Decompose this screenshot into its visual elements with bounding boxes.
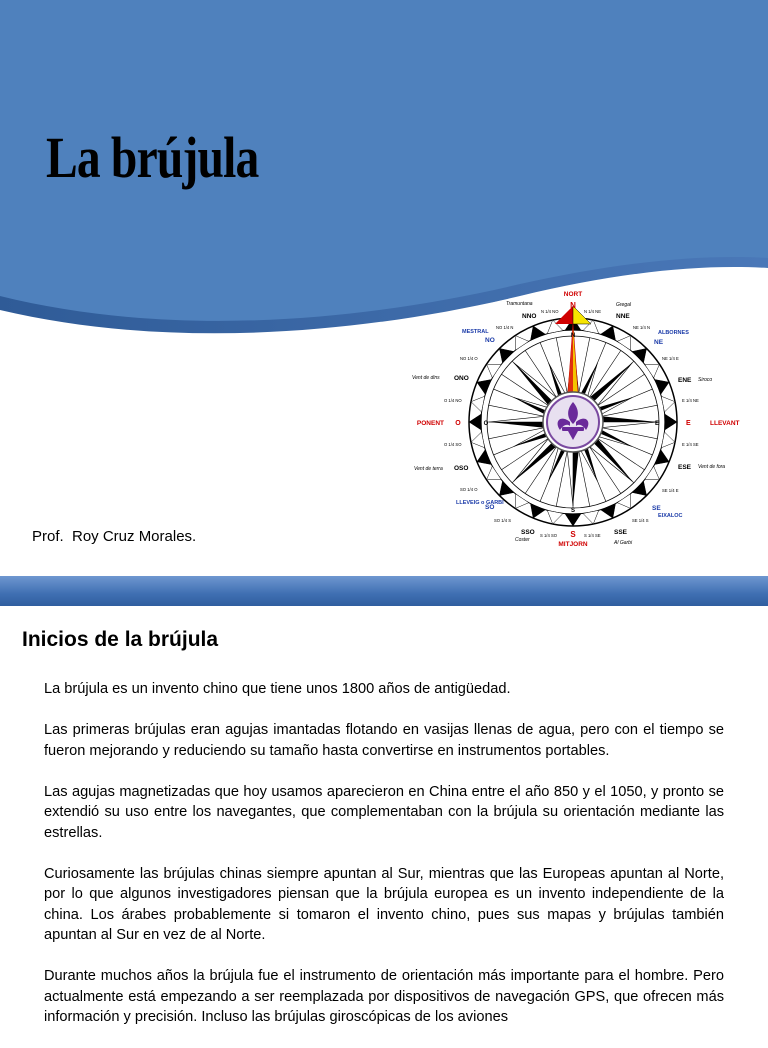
compass-q-o14no: O 1/4 NO <box>444 398 462 403</box>
slide-body <box>44 679 724 1048</box>
compass-q-ne14n: NE 1/4 N <box>633 325 650 330</box>
compass-wind-vent-dalt: Vent de dins <box>412 375 440 381</box>
compass-label-nort: NORT <box>563 291 583 298</box>
compass-wind-garbi: Al Garbi <box>614 540 633 546</box>
compass-q-no14o: NO 1/4 O <box>460 356 478 361</box>
compass-label-so: SO <box>485 504 495 511</box>
compass-q-e14ne: E 1/4 NE <box>682 398 699 403</box>
compass-wind-gregal: Gregal <box>616 302 632 308</box>
compass-wind-mestral: MESTRAL <box>462 329 489 335</box>
slide-title: La brújula <box>46 125 259 190</box>
content-slide <box>0 606 768 1024</box>
compass-label-sse: SSE <box>614 529 628 536</box>
compass-wind-albornes: ALBORNES <box>658 330 689 336</box>
paragraph-1: La brújula es un invento chino que tiene unos 1800 años de antigüedad. <box>44 681 511 697</box>
compass-label-mitjorn: MITJORN <box>558 541 588 548</box>
author-name: Prof. Roy Cruz Morales. <box>32 528 197 545</box>
compass-label-ene: ENE <box>678 377 692 384</box>
paragraph-4: Curiosamente las brújulas chinas siempre apuntan al Sur, mientras que las Europeas apuntan al Norte, por lo que algunos investigadores piensan que la brújula europea es un invento independiente de la china. Los árabes probablemente si tomaron el invento chino, pues sus mapas y brújulas también apuntan al Sur en vez de al Norte. <box>44 865 724 943</box>
compass-q-s14se: S 1/4 SE <box>584 533 601 538</box>
compass-label-ne: NE <box>654 339 664 346</box>
compass-label-llevant: LLEVANT <box>710 420 740 427</box>
compass-wind-coster: Coster <box>515 537 530 543</box>
compass-label-no: NO <box>485 337 495 344</box>
compass-q-s14so: S 1/4 SO <box>540 533 557 538</box>
compass-q-so14s: SO 1/4 S <box>494 518 511 523</box>
compass-q-n14no: N 1/4 NO <box>541 309 559 314</box>
compass-label-n: N <box>570 301 576 310</box>
compass-q-ne14e: NE 1/4 E <box>662 356 679 361</box>
compass-label-n-inner: N <box>570 333 576 339</box>
compass-q-no14n: NO 1/4 N <box>496 325 514 330</box>
compass-q-se14e: SE 1/4 E <box>662 488 679 493</box>
compass-q-n14ne: N 1/4 NE <box>584 309 601 314</box>
compass-label-s-inner: S <box>570 508 576 514</box>
compass-wind-llebeig: LLEVEIG o GARBI <box>456 500 504 506</box>
compass-q-se14s: SE 1/4 S <box>632 518 649 523</box>
compass-label-s: S <box>570 530 576 539</box>
compass-wind-vent-terra: Vent de terra <box>414 466 443 472</box>
compass-label-e-inner: E <box>654 421 660 427</box>
compass-rose-image <box>400 284 750 564</box>
paragraph-3: Las agujas magnetizadas que hoy usamos aparecieron en China entre el año 850 y el 1050, y pronto se extendió su uso entre los navegantes, que complementaban con la brújula su orientación mediante las estrellas. <box>44 783 724 841</box>
compass-label-nne: NNE <box>616 313 630 320</box>
compass-wind-vent-fora: Vent de fora <box>698 464 726 470</box>
compass-wind-siroco: Siroco <box>698 377 713 383</box>
compass-label-oso: OSO <box>454 465 469 472</box>
paragraph-5: Durante muchos años la brújula fue el instrumento de orientación más importante para el hombre. Pero actualmente está empezando a ser reemplazada por dispositivos de navegación GPS, que ofrecen más información y precisión. Incluso las brújulas giroscópicas de los aviones <box>44 968 724 1025</box>
paragraph-2: Las primeras brújulas eran agujas imantadas flotando en vasijas llenas de agua, pero con el tiempo se fueron mejorando y reduciendo su tamaño hasta convertirse en instrumentos portables. <box>44 722 724 759</box>
compass-wind-tramuntana: Tramuntana <box>506 301 533 307</box>
compass-wind-xaloc: EIXALOC <box>658 513 683 519</box>
compass-label-ponent: PONENT <box>416 420 444 427</box>
compass-label-o: O <box>455 420 461 427</box>
compass-q-e14se: E 1/4 SE <box>682 442 699 447</box>
compass-label-nno: NNO <box>522 313 537 320</box>
compass-label-sso: SSO <box>521 529 535 536</box>
compass-label-o-inner: O <box>483 421 489 427</box>
compass-q-so14o: SO 1/4 O <box>460 487 478 492</box>
compass-label-se: SE <box>652 505 661 512</box>
compass-label-ese: ESE <box>678 464 692 471</box>
compass-q-o14so: O 1/4 SO <box>444 442 462 447</box>
compass-label-ono: ONO <box>454 375 469 382</box>
slide-heading: Inicios de la brújula <box>22 628 219 651</box>
slide-separator <box>0 576 768 606</box>
compass-label-e: E <box>686 420 691 427</box>
